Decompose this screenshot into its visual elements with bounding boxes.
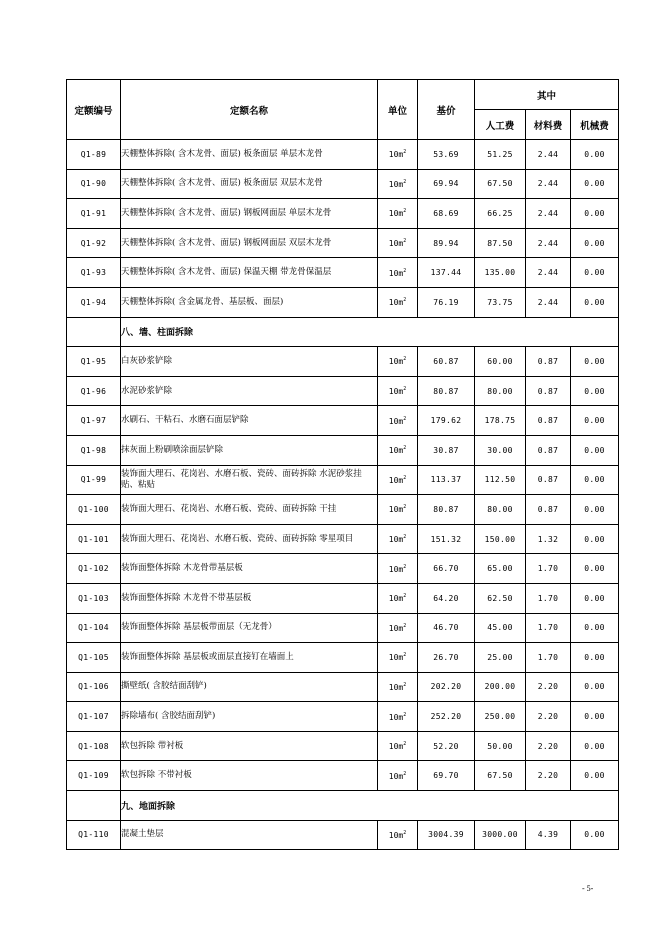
unit-text: 10m [388,179,404,189]
page-number: - 5- [582,884,594,893]
quota-code: Q1-101 [67,524,121,554]
base-price: 252.20 [418,702,475,732]
labor-cost: 73.75 [475,287,526,317]
quota-code: Q1-100 [67,495,121,525]
unit-superscript: 2 [403,208,407,215]
machine-cost: 0.00 [571,376,619,406]
unit-superscript: 2 [403,711,407,718]
base-price: 80.87 [418,376,475,406]
table-row [67,435,619,465]
unit [378,554,418,584]
machine-cost: 0.00 [571,583,619,613]
base-price: 137.44 [418,258,475,288]
table-body [67,140,619,850]
unit-superscript: 2 [403,593,407,600]
unit-text: 10m [388,416,404,426]
unit-superscript: 2 [403,445,407,452]
header-among: 其中 [475,80,619,110]
unit-text: 10m [388,623,404,633]
material-cost: 2.20 [526,702,571,732]
unit [378,731,418,761]
unit [378,643,418,673]
unit [378,347,418,377]
material-cost: 2.44 [526,258,571,288]
machine-cost: 0.00 [571,643,619,673]
quota-code: Q1-95 [67,347,121,377]
table-row [67,376,619,406]
machine-cost: 0.00 [571,524,619,554]
unit-superscript: 2 [403,829,407,836]
quota-name: 天棚整体拆除( 含木龙骨、面层) 钢板网面层 单层木龙骨 [121,199,378,229]
labor-cost: 51.25 [475,140,526,170]
quota-code: Q1-103 [67,583,121,613]
labor-cost: 87.50 [475,228,526,258]
quota-code: Q1-92 [67,228,121,258]
material-cost: 2.44 [526,199,571,229]
labor-cost: 200.00 [475,672,526,702]
header-base-price: 基价 [418,80,475,140]
unit-superscript: 2 [403,563,407,570]
unit-text: 10m [388,268,404,278]
labor-cost: 150.00 [475,524,526,554]
unit [378,613,418,643]
table-row [67,583,619,613]
unit-superscript: 2 [403,622,407,629]
table-row [67,169,619,199]
unit-superscript: 2 [403,415,407,422]
unit-text: 10m [388,357,404,367]
quota-code: Q1-91 [67,199,121,229]
quota-name: 软包拆除 带衬板 [121,731,378,761]
unit-superscript: 2 [403,474,407,481]
machine-cost: 0.00 [571,613,619,643]
unit [378,228,418,258]
table-row [67,258,619,288]
quota-code: Q1-90 [67,169,121,199]
section-title: 八、墙、柱面拆除 [121,317,619,347]
quota-code: Q1-93 [67,258,121,288]
material-cost: 1.70 [526,554,571,584]
table-row [67,702,619,732]
section-title: 九、地面拆除 [121,791,619,821]
machine-cost: 0.00 [571,495,619,525]
base-price: 26.70 [418,643,475,673]
machine-cost: 0.00 [571,702,619,732]
table-row [67,820,619,850]
unit [378,435,418,465]
unit [378,465,418,495]
material-cost: 2.20 [526,672,571,702]
section-row [67,317,619,347]
base-price: 151.32 [418,524,475,554]
unit-text: 10m [388,742,404,752]
base-price: 202.20 [418,672,475,702]
labor-cost: 3000.00 [475,820,526,850]
labor-cost: 112.50 [475,465,526,495]
quota-name: 天棚整体拆除( 含木龙骨、面层) 板条面层 双层木龙骨 [121,169,378,199]
labor-cost: 67.50 [475,169,526,199]
unit-text: 10m [388,653,404,663]
unit-superscript: 2 [403,770,407,777]
quota-code: Q1-105 [67,643,121,673]
unit-text: 10m [388,505,404,515]
table-row [67,347,619,377]
material-cost: 1.32 [526,524,571,554]
unit-superscript: 2 [403,386,407,393]
quota-name: 白灰砂浆铲除 [121,347,378,377]
header-name: 定额名称 [121,80,378,140]
unit-text: 10m [388,564,404,574]
quota-code: Q1-96 [67,376,121,406]
material-cost: 0.87 [526,465,571,495]
quota-code: Q1-102 [67,554,121,584]
quota-code: Q1-97 [67,406,121,436]
material-cost: 2.44 [526,140,571,170]
quota-name: 天棚整体拆除( 含金属龙骨、基层板、面层) [121,287,378,317]
base-price: 64.20 [418,583,475,613]
unit [378,376,418,406]
quota-name: 装饰面大理石、花岗岩、水磨石板、瓷砖、面砖拆除 零星项目 [121,524,378,554]
quota-code: Q1-107 [67,702,121,732]
quota-name: 水刷石、干粘石、水磨石面层铲除 [121,406,378,436]
machine-cost: 0.00 [571,820,619,850]
table-row [67,613,619,643]
header-code: 定额编号 [67,80,121,140]
quota-code: Q1-108 [67,731,121,761]
table-row [67,287,619,317]
unit-superscript: 2 [403,741,407,748]
base-price: 3004.39 [418,820,475,850]
machine-cost: 0.00 [571,199,619,229]
unit [378,406,418,436]
table-row [67,731,619,761]
header-machine: 机械费 [571,110,619,140]
unit-superscript: 2 [403,178,407,185]
labor-cost: 50.00 [475,731,526,761]
quota-name: 天棚整体拆除( 含木龙骨、面层) 板条面层 单层木龙骨 [121,140,378,170]
unit-text: 10m [388,682,404,692]
unit [378,258,418,288]
unit-superscript: 2 [403,297,407,304]
machine-cost: 0.00 [571,258,619,288]
base-price: 69.70 [418,761,475,791]
table-row [67,199,619,229]
quota-code: Q1-99 [67,465,121,495]
material-cost: 4.39 [526,820,571,850]
unit-text: 10m [388,239,404,249]
table-row [67,228,619,258]
labor-cost: 30.00 [475,435,526,465]
unit [378,495,418,525]
header-material: 材料费 [526,110,571,140]
unit-superscript: 2 [403,238,407,245]
labor-cost: 80.00 [475,376,526,406]
quota-name: 天棚整体拆除( 含木龙骨、面层) 钢板网面层 双层木龙骨 [121,228,378,258]
material-cost: 1.70 [526,613,571,643]
machine-cost: 0.00 [571,465,619,495]
labor-cost: 67.50 [475,761,526,791]
quota-name: 水泥砂浆铲除 [121,376,378,406]
material-cost: 2.44 [526,169,571,199]
unit [378,702,418,732]
base-price: 89.94 [418,228,475,258]
material-cost: 2.20 [526,731,571,761]
quota-name: 混凝土垫层 [121,820,378,850]
labor-cost: 66.25 [475,199,526,229]
quota-name: 装饰面大理石、花岗岩、水磨石板、瓷砖、面砖拆除 水泥砂浆挂贴、粘贴 [121,465,378,495]
quota-name: 装饰面大理石、花岗岩、水磨石板、瓷砖、面砖拆除 干挂 [121,495,378,525]
table-row [67,761,619,791]
unit [378,820,418,850]
quota-code: Q1-109 [67,761,121,791]
unit-superscript: 2 [403,267,407,274]
table-row [67,140,619,170]
material-cost: 2.44 [526,228,571,258]
machine-cost: 0.00 [571,672,619,702]
quota-code: Q1-110 [67,820,121,850]
unit-superscript: 2 [403,356,407,363]
machine-cost: 0.00 [571,435,619,465]
base-price: 30.87 [418,435,475,465]
quota-table [66,79,619,850]
material-cost: 1.70 [526,643,571,673]
labor-cost: 250.00 [475,702,526,732]
unit-text: 10m [388,475,404,485]
unit [378,524,418,554]
labor-cost: 135.00 [475,258,526,288]
unit [378,583,418,613]
unit-text: 10m [388,209,404,219]
table-row [67,465,619,495]
material-cost: 0.87 [526,435,571,465]
quota-code: Q1-94 [67,287,121,317]
labor-cost: 62.50 [475,583,526,613]
labor-cost: 178.75 [475,406,526,436]
material-cost: 2.44 [526,287,571,317]
section-code-cell [67,791,121,821]
header-unit: 单位 [378,80,418,140]
quota-code: Q1-89 [67,140,121,170]
quota-name: 拆除墙布( 含胶结面刮铲) [121,702,378,732]
material-cost: 0.87 [526,376,571,406]
table-row [67,554,619,584]
table-row [67,672,619,702]
base-price: 60.87 [418,347,475,377]
machine-cost: 0.00 [571,287,619,317]
base-price: 76.19 [418,287,475,317]
labor-cost: 65.00 [475,554,526,584]
labor-cost: 60.00 [475,347,526,377]
unit-text: 10m [388,446,404,456]
table-row [67,406,619,436]
base-price: 46.70 [418,613,475,643]
unit [378,140,418,170]
unit-text: 10m [388,712,404,722]
unit-text: 10m [388,387,404,397]
machine-cost: 0.00 [571,140,619,170]
quota-name: 天棚整体拆除( 含木龙骨、面层) 保温天棚 带龙骨保温层 [121,258,378,288]
quota-name: 抹灰面上粉刷喷涂面层铲除 [121,435,378,465]
unit-text: 10m [388,150,404,160]
quota-name: 装饰面整体拆除 木龙骨不带基层板 [121,583,378,613]
unit-text: 10m [388,535,404,545]
machine-cost: 0.00 [571,228,619,258]
labor-cost: 25.00 [475,643,526,673]
quota-name: 撕壁纸( 含胶结面刮铲) [121,672,378,702]
unit [378,287,418,317]
machine-cost: 0.00 [571,761,619,791]
unit [378,672,418,702]
unit [378,761,418,791]
quota-code: Q1-106 [67,672,121,702]
quota-name: 装饰面整体拆除 木龙骨带基层板 [121,554,378,584]
base-price: 52.20 [418,731,475,761]
labor-cost: 80.00 [475,495,526,525]
table-row [67,495,619,525]
section-code-cell [67,317,121,347]
unit-superscript: 2 [403,149,407,156]
machine-cost: 0.00 [571,347,619,377]
base-price: 53.69 [418,140,475,170]
unit-superscript: 2 [403,504,407,511]
base-price: 66.70 [418,554,475,584]
unit-superscript: 2 [403,681,407,688]
base-price: 113.37 [418,465,475,495]
unit-superscript: 2 [403,652,407,659]
table-row [67,643,619,673]
section-row [67,791,619,821]
quota-name: 装饰面整体拆除 基层板或面层直接钉在墙面上 [121,643,378,673]
machine-cost: 0.00 [571,554,619,584]
unit-text: 10m [388,830,404,840]
quota-code: Q1-104 [67,613,121,643]
unit-text: 10m [388,298,404,308]
machine-cost: 0.00 [571,406,619,436]
unit [378,199,418,229]
quota-code: Q1-98 [67,435,121,465]
base-price: 80.87 [418,495,475,525]
base-price: 179.62 [418,406,475,436]
material-cost: 1.70 [526,583,571,613]
material-cost: 0.87 [526,347,571,377]
quota-name: 软包拆除 不带衬板 [121,761,378,791]
machine-cost: 0.00 [571,731,619,761]
base-price: 69.94 [418,169,475,199]
unit-text: 10m [388,594,404,604]
table-row [67,524,619,554]
unit-superscript: 2 [403,534,407,541]
base-price: 68.69 [418,199,475,229]
unit-text: 10m [388,771,404,781]
unit [378,169,418,199]
labor-cost: 45.00 [475,613,526,643]
quota-name: 装饰面整体拆除 基层板带面层（无龙骨） [121,613,378,643]
material-cost: 2.20 [526,761,571,791]
machine-cost: 0.00 [571,169,619,199]
material-cost: 0.87 [526,495,571,525]
header-labor: 人工费 [475,110,526,140]
material-cost: 0.87 [526,406,571,436]
